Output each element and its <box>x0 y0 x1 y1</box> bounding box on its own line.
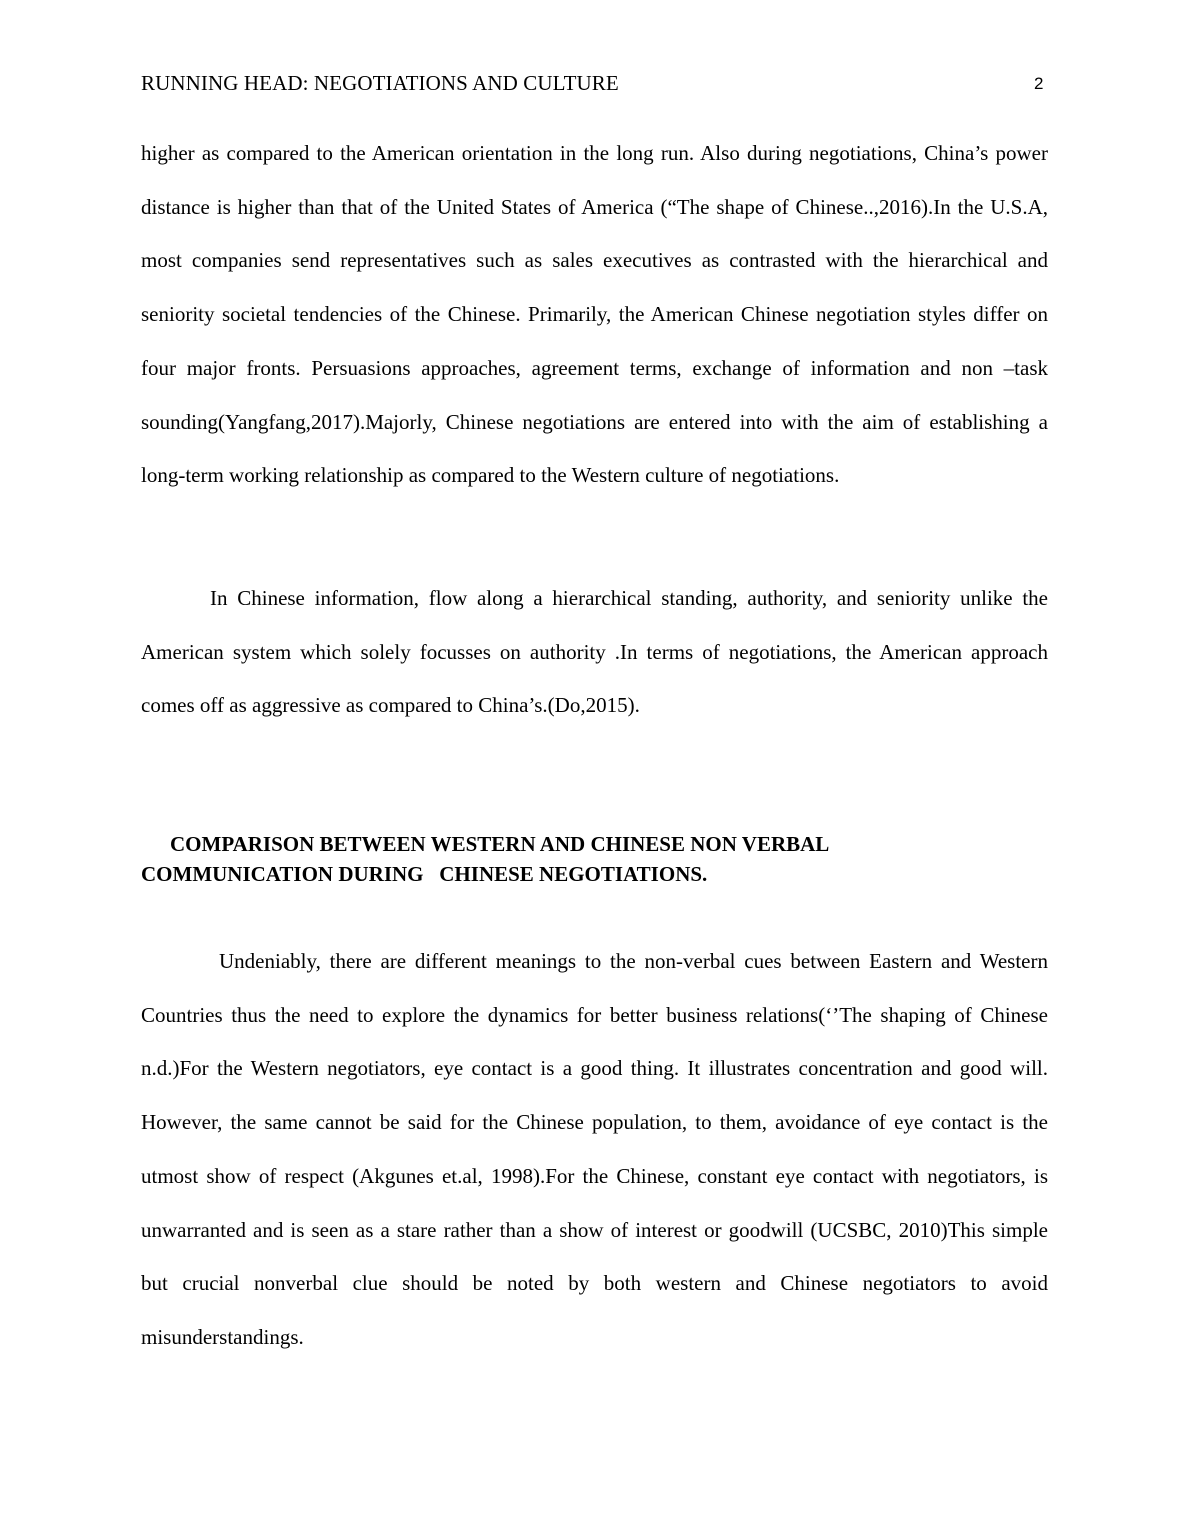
page-number: 2 <box>1034 74 1044 93</box>
body-paragraph-3: Undeniably, there are different meanings to the non-verbal cues between Eastern and Western Countries thus the need to explore the dynamics for better business relations(‘’The shaping of Chinese n.d.)For the Western negotiators, eye contact is a good thing. It illustrates concentration and good will. However, the same cannot be said for the Chinese population, to them, avoidance of eye contact is the utmost show of respect (Akgunes et.al, 1998).For the Chinese, constant eye contact with negotiators, is unwarranted and is seen as a stare rather than a show of interest or goodwill (UCSBC, 2010)This simple but crucial nonverbal clue should be noted by both western and Chinese negotiators to avoid misunderstandings. <box>141 949 1048 1349</box>
body-paragraph-1: higher as compared to the American orientation in the long run. Also during negotiations, China’s power distance is higher than that of the United States of America (“The shape of Chinese..,2016).In the U.S.A, most companies send representatives such as sales executives as contrasted with the hierarchical and seniority societal tendencies of the Chinese. Primarily, the American Chinese negotiation styles differ on four major fronts. Persuasions approaches, agreement terms, exchange of information and non –task sounding(Yangfang,2017).Majorly, Chinese negotiations are entered into with the aim of establishing a long-term working relationship as compared to the Western culture of negotiations. <box>141 141 1048 488</box>
section-heading <box>141 830 1048 889</box>
section-heading-line-2: COMMUNICATION DURING CHINESE NEGOTIATIONS. <box>141 861 708 886</box>
section-heading-line-1: COMPARISON BETWEEN WESTERN AND CHINESE NON VERBAL <box>170 832 830 856</box>
body-paragraph-2: In Chinese information, flow along a hierarchical standing, authority, and seniority unlike the American system which solely focusses on authority .In terms of negotiations, the American approach comes off as aggressive as compared to China’s.(Do,2015). <box>141 586 1048 718</box>
running-head: RUNNING HEAD: NEGOTIATIONS AND CULTURE <box>141 71 619 95</box>
